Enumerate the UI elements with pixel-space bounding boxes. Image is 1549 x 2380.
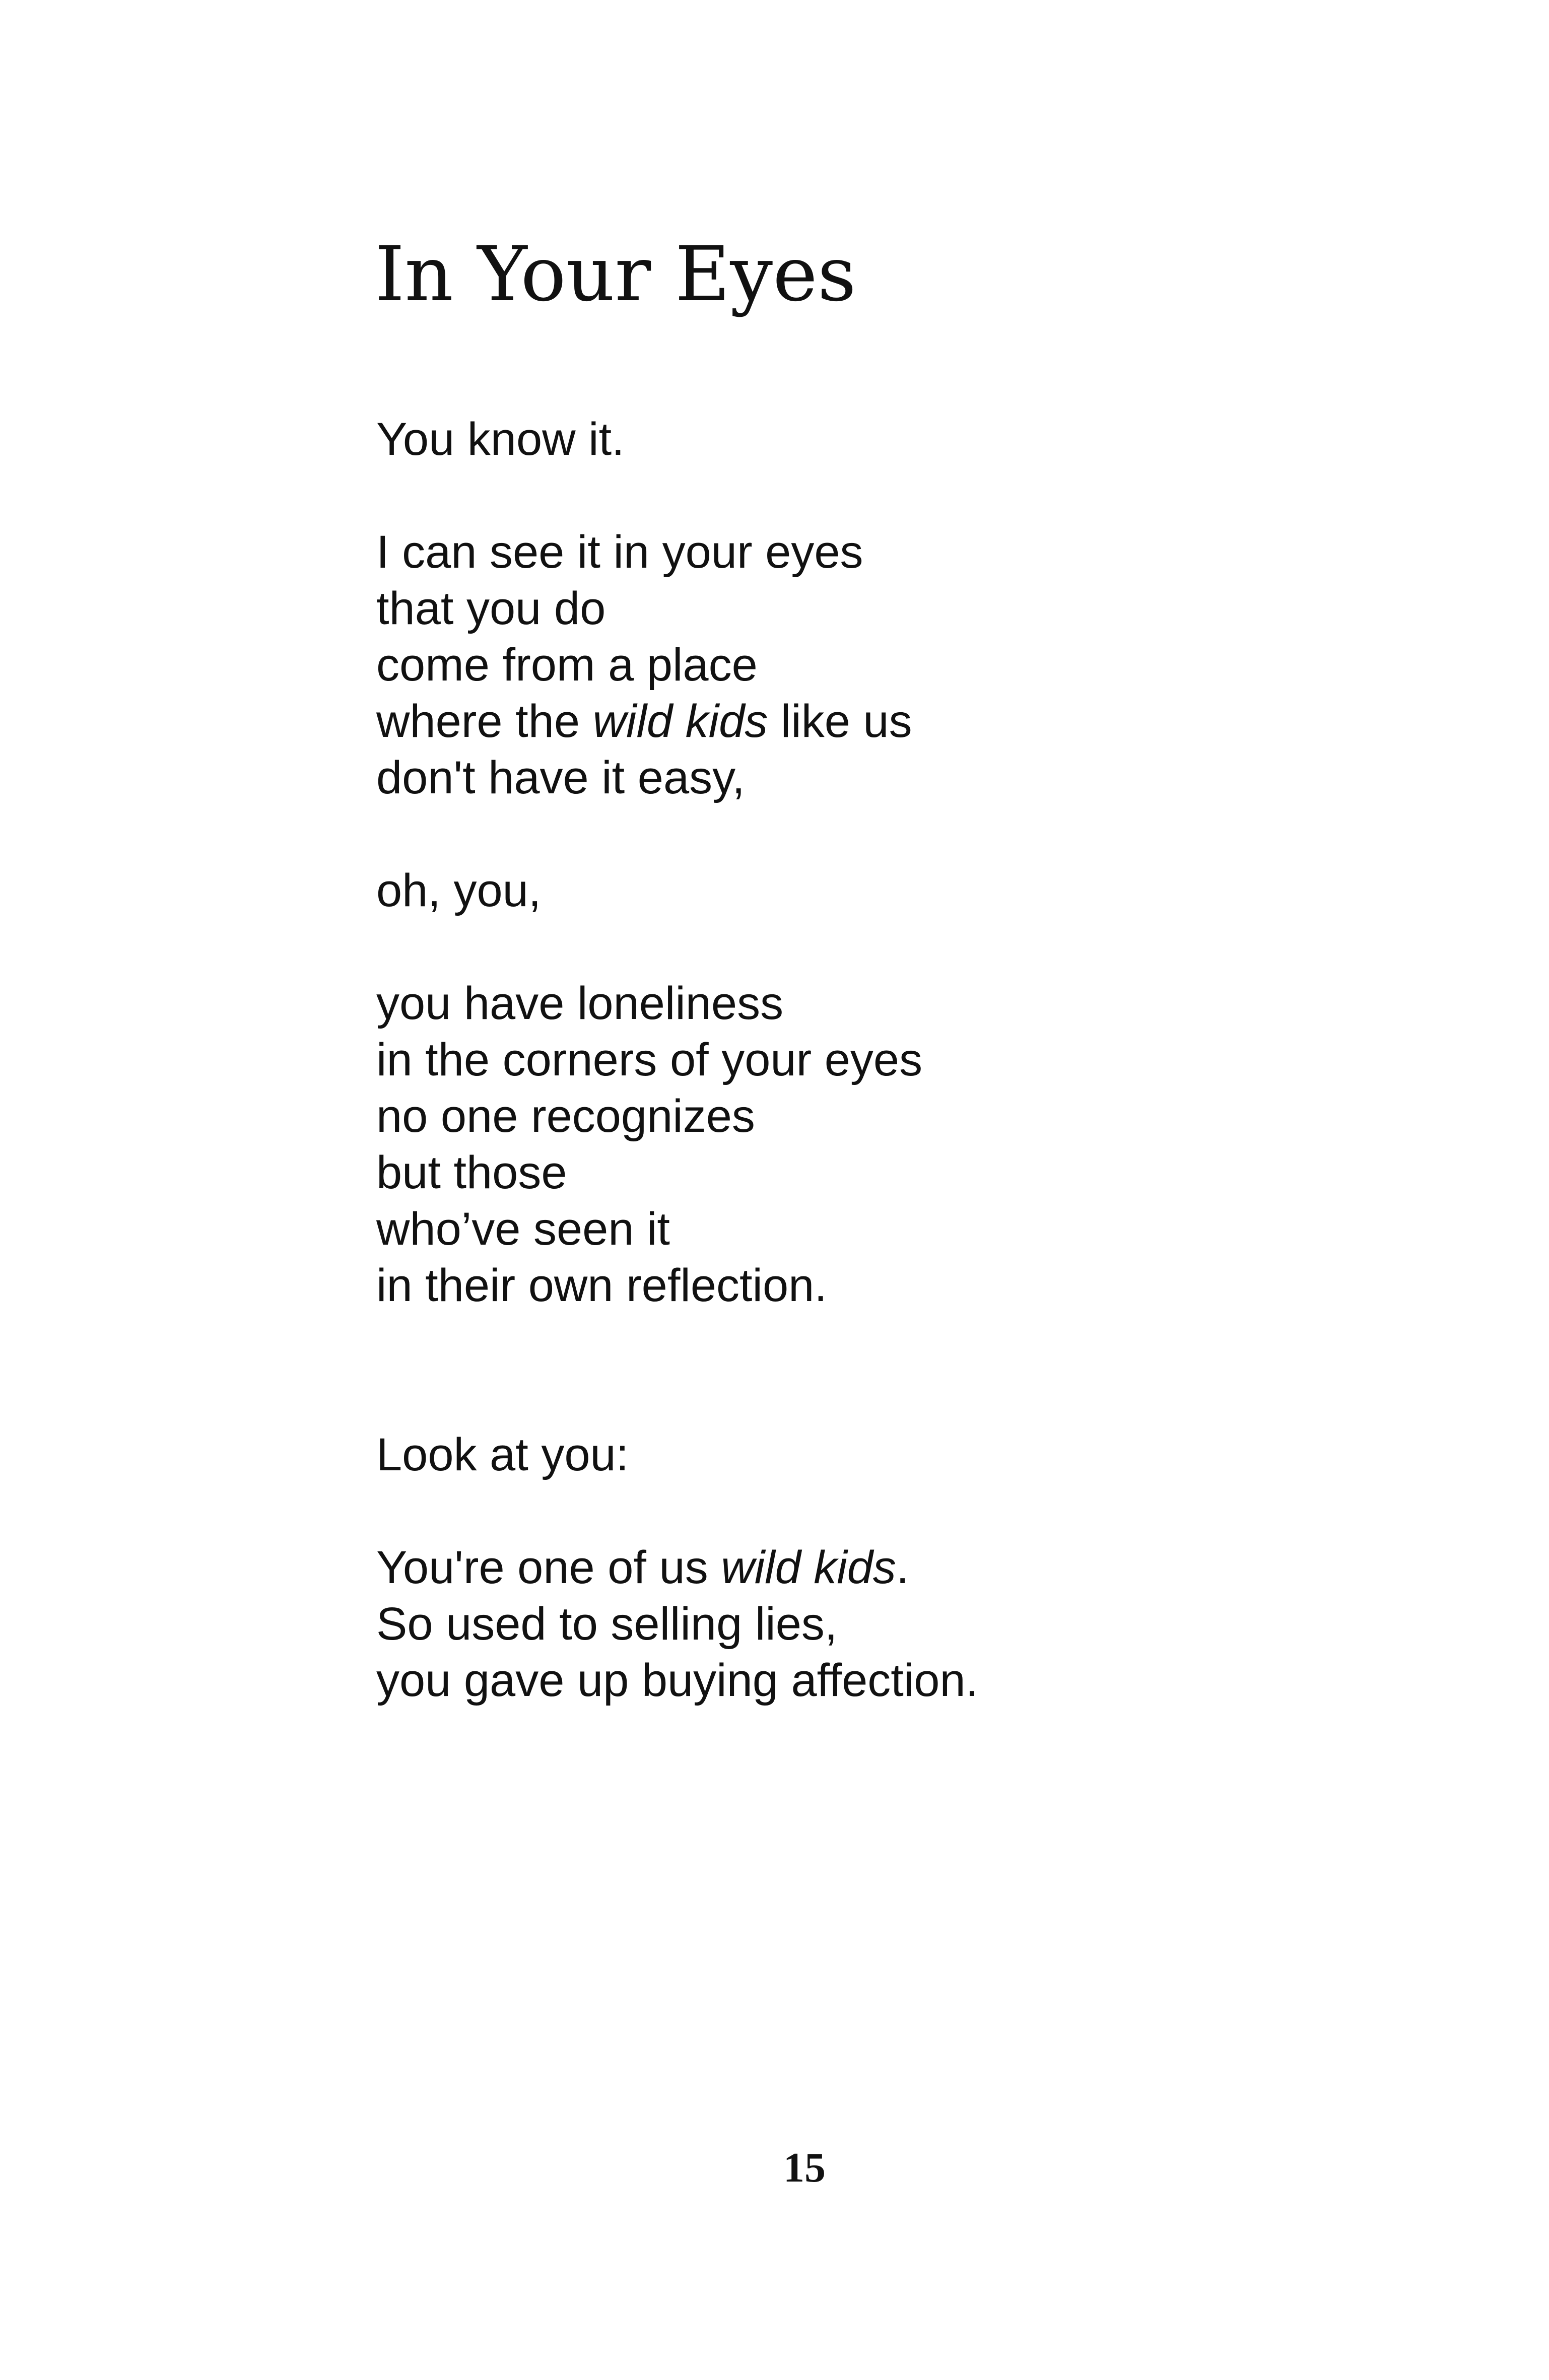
emphasis-wild-kids: wild kids (592, 696, 768, 747)
poem-line-text: You're one of us (376, 1542, 721, 1593)
poem-line: oh, you, (376, 865, 542, 916)
poem-line-text: like us (768, 696, 912, 747)
poem-line: You know it. (376, 414, 625, 465)
poem-line-text: where the (376, 696, 593, 747)
poem-line: you gave up buying affection. (376, 1655, 979, 1706)
emphasis-wild-kids: wild kids (721, 1542, 896, 1593)
poem-line: So used to selling lies, (376, 1598, 838, 1650)
poem-line: Look at you: (376, 1429, 629, 1480)
poem-line (376, 696, 912, 747)
poem-line: I can see it in your eyes (376, 526, 863, 578)
poem-line: in their own reflection. (376, 1260, 827, 1311)
poem-line: don't have it easy, (376, 752, 745, 803)
poem-line: but those (376, 1147, 567, 1198)
page-number: 15 (783, 2144, 826, 2191)
poem-line: who’ve seen it (376, 1203, 670, 1255)
poem-line: no one recognizes (376, 1091, 755, 1142)
poem-line: you have loneliness (376, 978, 784, 1029)
poem-line: that you do (376, 583, 606, 634)
poem-line (376, 1544, 909, 1591)
poem-title: In Your Eyes (375, 231, 856, 318)
poem-line: come from a place (376, 639, 758, 691)
poem-line-text: . (896, 1542, 909, 1593)
poem-line: in the corners of your eyes (376, 1034, 923, 1085)
